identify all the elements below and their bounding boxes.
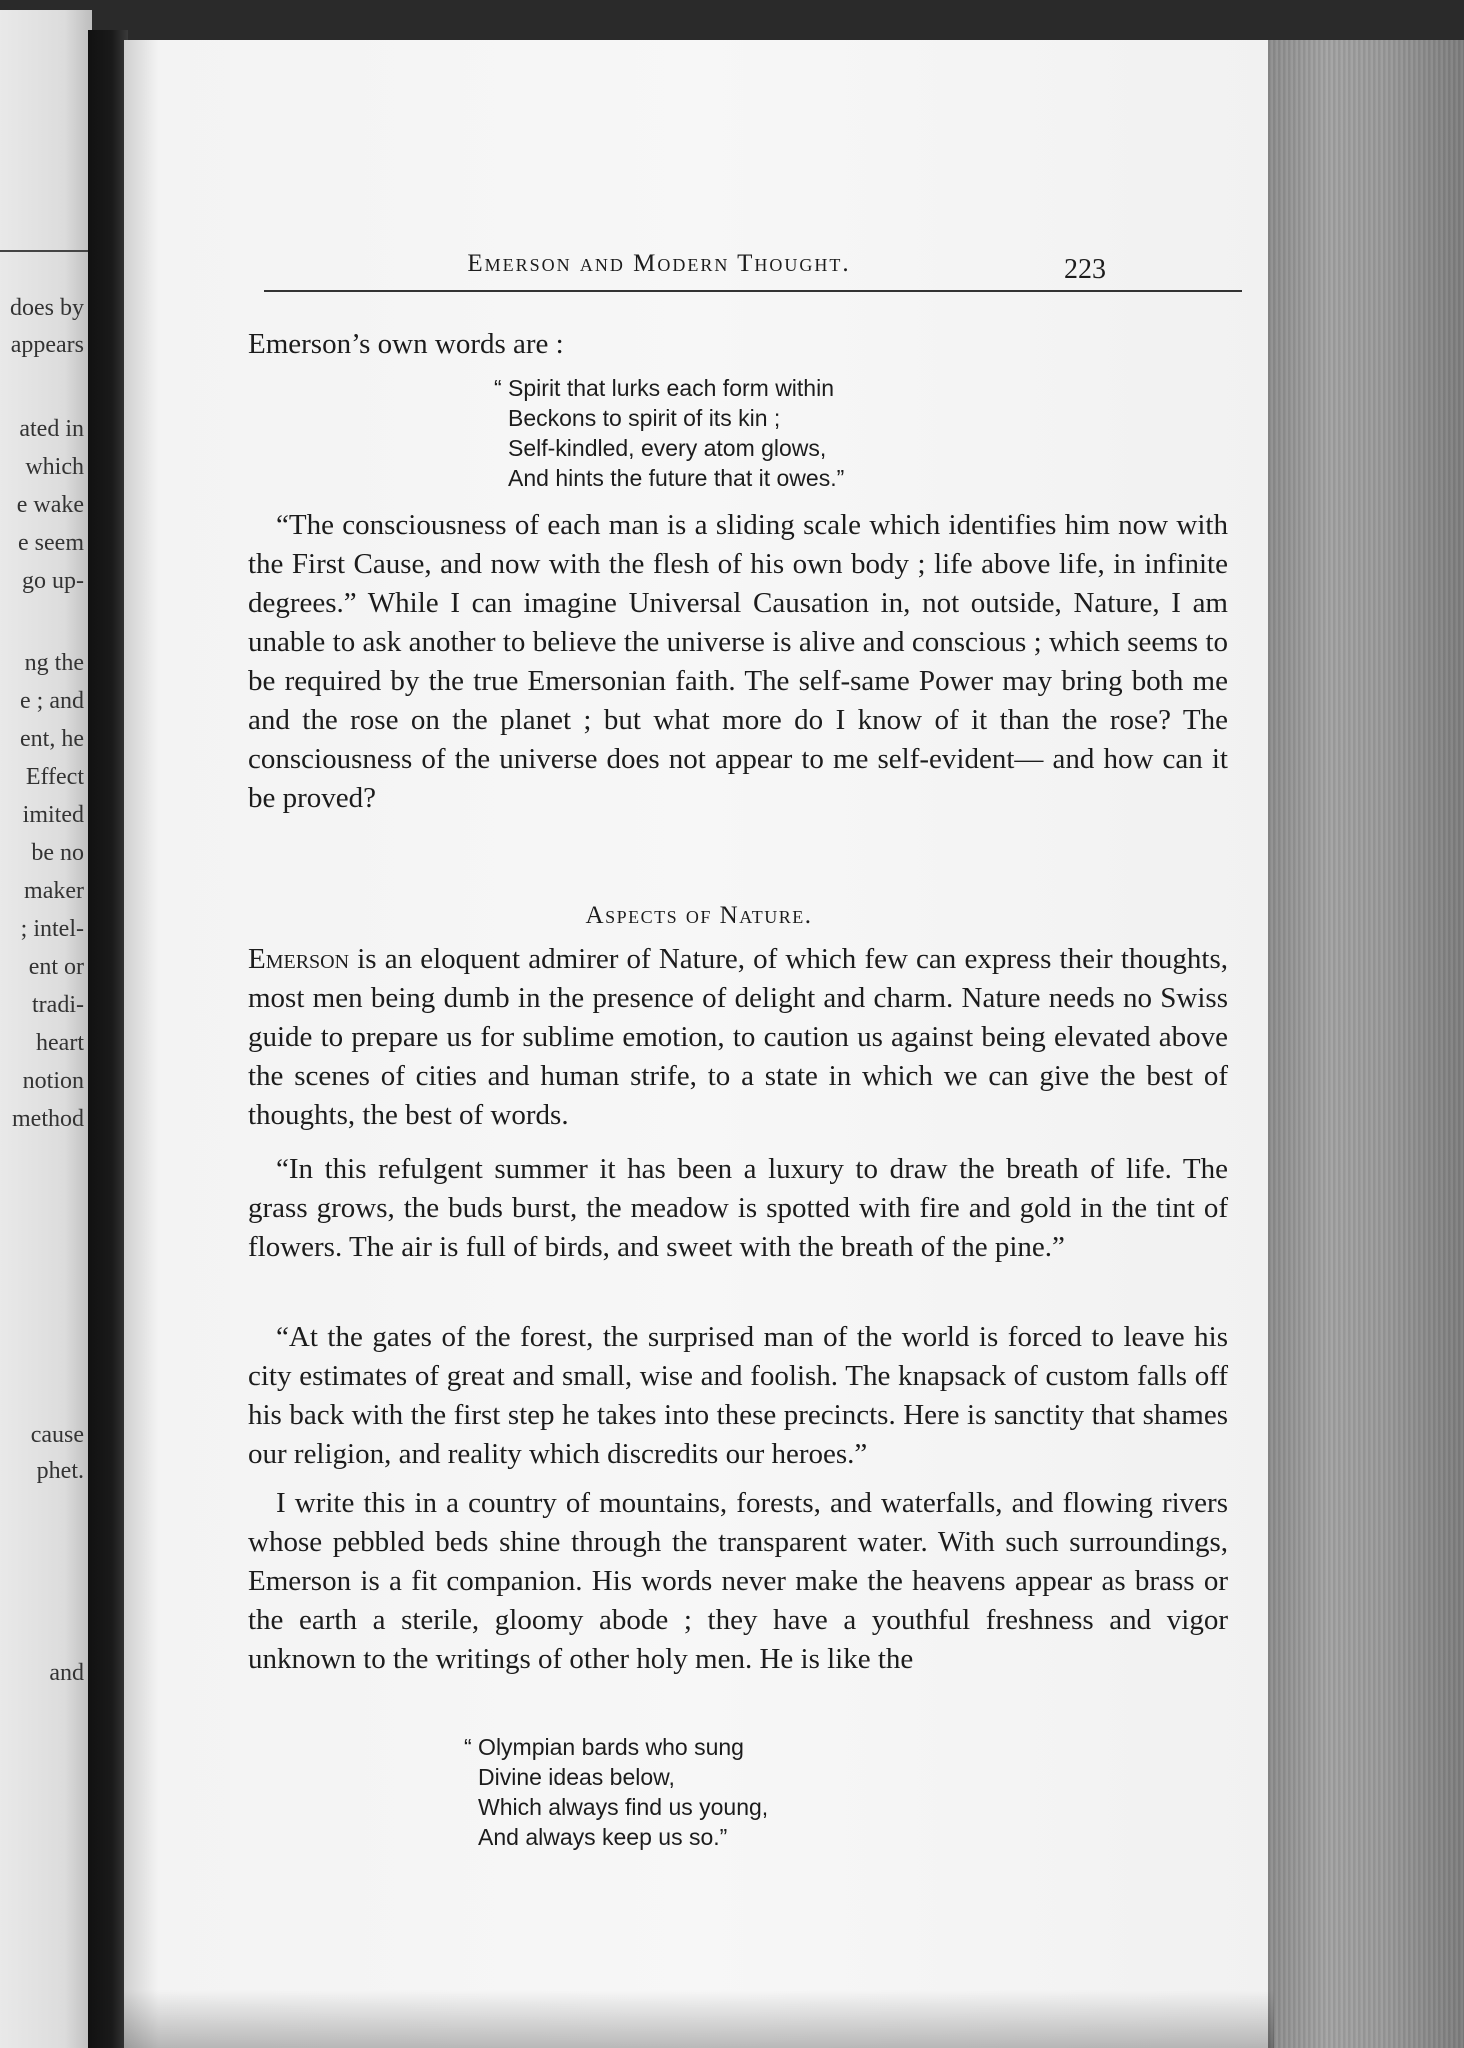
book-page — [124, 40, 1274, 2048]
book-gutter — [88, 30, 128, 2048]
header-rule — [264, 290, 1242, 292]
poem-line: Self-kindled, every atom glows, — [508, 435, 827, 461]
left-page-fragment: e wake — [16, 492, 84, 518]
paragraph-aspects-text: is an eloquent admirer of Nature, of which few can express their thoughts, most men being dumb in the presence of delight and charm. Nature needs no Swiss guide to prepare us for sublime emotion, to caution us against being elevated above the scenes of cities and human strife, to a state in which we can give the best of thoughts, the best of words. — [248, 943, 1228, 1131]
poem-line: And always keep us so.” — [478, 1824, 728, 1850]
poem-line: “ Spirit that lurks each form within — [494, 375, 835, 401]
bottom-shadow — [124, 1990, 1274, 2048]
poem-line: And hints the future that it owes.” — [508, 465, 845, 491]
left-page-fragment: e ; and — [20, 688, 84, 714]
lead-word: Emerson — [248, 943, 350, 975]
left-page-fragment: tradi- — [32, 992, 84, 1018]
left-page-fragment: ated in — [19, 416, 84, 442]
left-facing-page — [0, 10, 92, 2048]
poem-olympian — [464, 1732, 768, 1852]
left-page-fragment: imited — [22, 802, 84, 828]
running-head: Emerson and Modern Thought. — [467, 250, 851, 277]
left-page-fragment: and — [49, 1660, 84, 1686]
left-page-fragment: e seem — [18, 530, 84, 556]
left-page-fragment: heart — [36, 1030, 84, 1056]
left-page-fragment: which — [25, 454, 84, 480]
paragraph-summer: “In this refulgent summer it has been a luxury to draw the breath of life. The grass grows, the buds burst, the meadow is spotted with fire and gold in the tint of flowers. The air is full of birds, and sweet with the breath of the pine.” — [248, 1153, 1228, 1263]
left-page-fragment: ent, he — [20, 726, 84, 752]
paragraph-aspects — [248, 940, 1228, 1135]
paragraph-forest: “At the gates of the forest, the surprised man of the world is forced to leave his city estimates of great and small, wise and foolish. The knapsack of custom falls off his back with the first step he takes into these precincts. Here is sanctity that shames our religion, and reality which discredits our heroes.” — [248, 1321, 1228, 1470]
poem-line: Which always find us young, — [478, 1794, 769, 1820]
left-page-fragment: ng the — [24, 650, 84, 676]
paragraph-consciousness: “The consciousness of each man is a sliding scale which identifies him now with the First Cause, and now with the flesh of his own body ; life above life, in infinite degrees.” While I can imagine Universal Causation in, not outside, Nature, I am unable to ask another to believe the universe is alive and conscious ; which seems to be required by the true Emersonian faith. The self-same Power may bring both me and the rose on the planet ; but what more do I know of it than the rose? The consciousness of the universe does not appear to me self-evident— and how can it be proved? — [248, 509, 1228, 814]
poem-line: “ Olympian bards who sung — [464, 1734, 744, 1760]
left-page-fragment: ; intel- — [20, 916, 84, 942]
left-page-fragment: cause — [30, 1422, 84, 1448]
left-page-fragment: Effect — [25, 764, 84, 790]
left-page-fragment: does by — [10, 295, 84, 321]
left-page-fragment: notion — [22, 1068, 84, 1094]
poem-line: Divine ideas below, — [478, 1764, 675, 1790]
left-page-fragment: method — [12, 1106, 84, 1132]
intro-line: Emerson’s own words are : — [248, 328, 564, 360]
left-page-rule — [0, 250, 92, 252]
page-number: 223 — [1064, 254, 1106, 285]
left-page-fragment: phet. — [36, 1458, 84, 1484]
left-page-fragment: be no — [31, 840, 84, 866]
section-title: Aspects of Nature. — [585, 902, 813, 929]
poem-line: Beckons to spirit of its kin ; — [508, 405, 781, 431]
left-page-fragment: go up- — [22, 568, 84, 594]
book-fore-edge — [1268, 40, 1464, 2048]
left-page-fragment: maker — [24, 878, 84, 904]
poem-spirit — [494, 373, 844, 493]
left-page-fragment: appears — [10, 332, 84, 358]
paragraph-mountains: I write this in a country of mountains, forests, and waterfalls, and flowing rivers whose pebbled beds shine through the transparent water. With such surroundings, Emerson is a fit companion. His words never make the heavens appear as brass or the earth a sterile, gloomy abode ; they have a youthful freshness and vigor unknown to the writings of other holy men. He is like the — [248, 1487, 1228, 1675]
left-page-fragment: ent or — [28, 954, 84, 980]
